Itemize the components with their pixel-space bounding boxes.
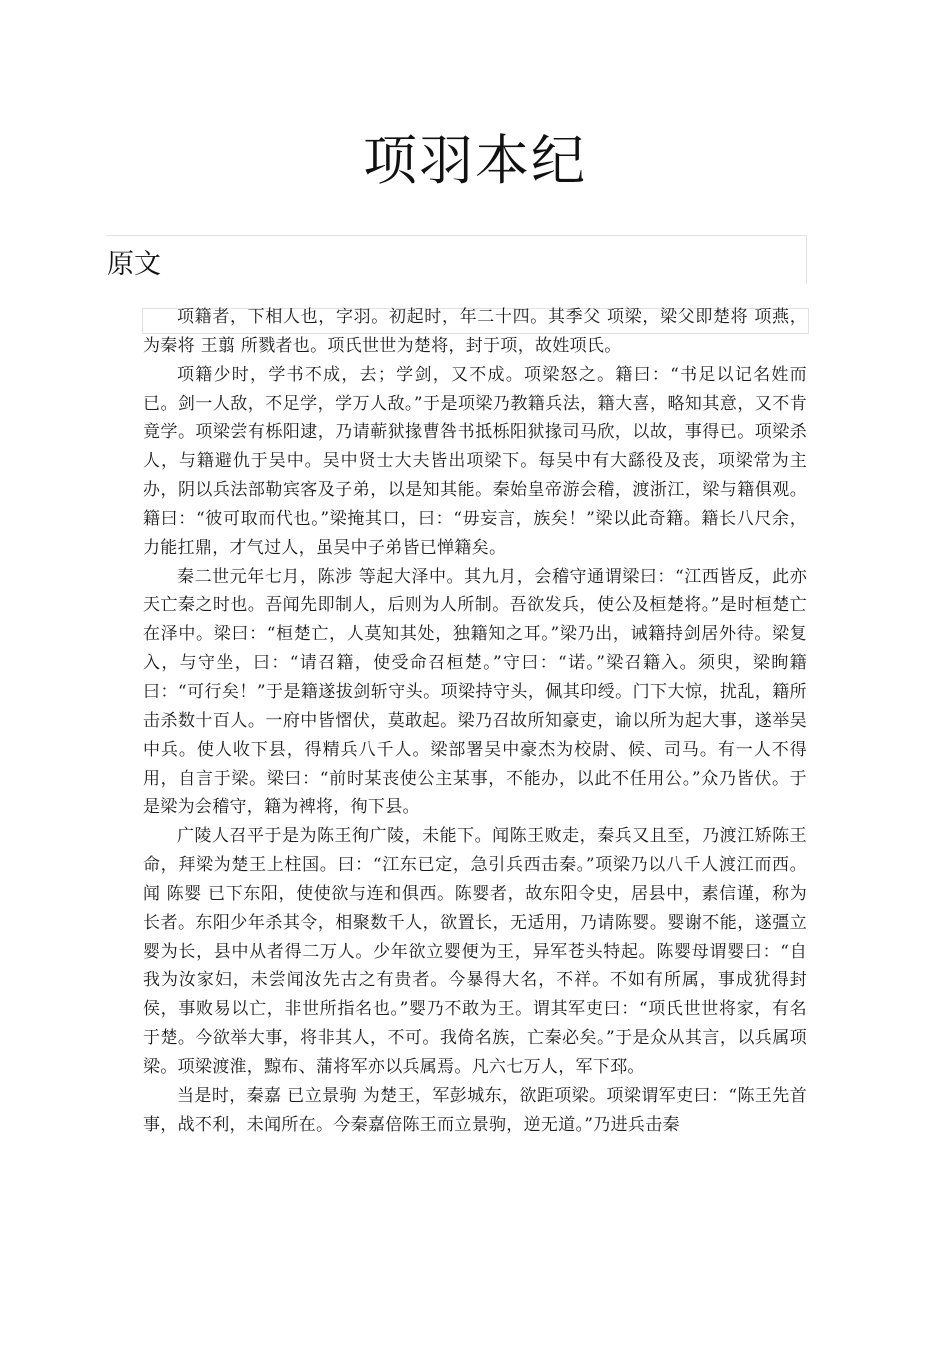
paragraph: 秦二世元年七月，陈涉 等起大泽中。其九月，会稽守通谓梁曰：“江西皆反，此亦天亡秦之时也。吾闻先即制人，后则为人所制。吾欲发兵，使公及桓楚将。”是时桓楚亡在泽中。梁曰：“桓楚亡，人莫知其处，独籍知之耳。”梁乃出，诫籍持剑居外待。梁复入，与守坐，曰：“请召籍，使受命召桓楚。”守曰：“诺。”梁召籍入。须臾，梁眴籍曰：“可行矣！”于是籍遂拔剑斩守头。项梁持守头，佩其印绶。门下大惊，扰乱，籍所击杀数十百人。一府中皆慴伏，莫敢起。梁乃召故所知豪吏，谕以所为起大事，遂举吴中兵。使人收下县，得精兵八千人。梁部署吴中豪杰为校尉、候、司马。有一人不得用，自言于梁。梁曰：“前时某丧使公主某事，不能办，以此不任用公。”众乃皆伏。于是梁为会稽守，籍为裨将，徇下县。 — [143, 566, 807, 818]
paragraph: 项籍者，下相人也，字羽。初起时，年二十四。其季父 项梁，梁父即楚将 项燕，为秦将 王翦 所戮者也。项氏世世为楚将，封于项，故姓项氏。 — [143, 307, 807, 356]
page-title: 项羽本纪 — [363, 129, 587, 192]
paragraph: 项籍少时，学书不成，去；学剑，又不成。项梁怒之。籍曰：“书足以记名姓而已。剑一人敌，不足学，学万人敌。”于是项梁乃教籍兵法，籍大喜，略知其意，又不肯竟学。项梁尝有栎阳逮，乃请蕲狱掾曹咎书抵栎阳狱掾司马欣，以故，事得已。项梁杀人，与籍避仇于吴中。吴中贤士大夫皆出项梁下。每吴中有大繇役及丧，项梁常为主办，阴以兵法部勒宾客及子弟，以是知其能。秦始皇帝游会稽，渡浙江，梁与籍俱观。籍曰：“彼可取而代也。”梁掩其口，曰：“毋妄言，族矣！”梁以此奇籍。籍长八尺余，力能扛鼎，才气过人，虽吴中子弟皆已惮籍矣。 — [143, 364, 807, 558]
body-text — [143, 303, 807, 1228]
paragraph: 广陵人召平于是为陈王徇广陵，未能下。闻陈王败走，秦兵又且至，乃渡江矫陈王命，拜梁为楚王上柱国。曰：“江东已定，急引兵西击秦。”项梁乃以八千人渡江而西。闻 陈婴 已下东阳，使使欲与连和俱西。陈婴者，故东阳令史，居县中，素信谨，称为长者。东阳少年杀其令，相聚数千人，欲置长，无适用，乃请陈婴。婴谢不能，遂彊立婴为长，县中从者得二万人。少年欲立婴便为王，异军苍头特起。陈婴母谓婴曰：“自我为汝家妇，未尝闻汝先古之有贵者。今暴得大名，不祥。不如有所属，事成犹得封侯，事败易以亡，非世所指名也。”婴乃不敢为王。谓其军吏曰：“项氏世世将家，有名于楚。今欲举大事，将非其人，不可。我倚名族，亡秦必矣。”于是众从其言，以兵属项梁。项梁渡淮，黥布、蒲将军亦以兵属焉。凡六七万人，军下邳。 — [143, 826, 807, 1077]
section-header-frame — [106, 235, 807, 284]
section-heading: 原文 — [107, 249, 161, 280]
paragraph: 当是时，秦嘉 已立景驹 为楚王，军彭城东，欲距项梁。项梁谓军吏曰：“陈王先首事，战不利，未闻所在。今秦嘉倍陈王而立景驹，逆无道。”乃进兵击秦 — [143, 1085, 807, 1135]
